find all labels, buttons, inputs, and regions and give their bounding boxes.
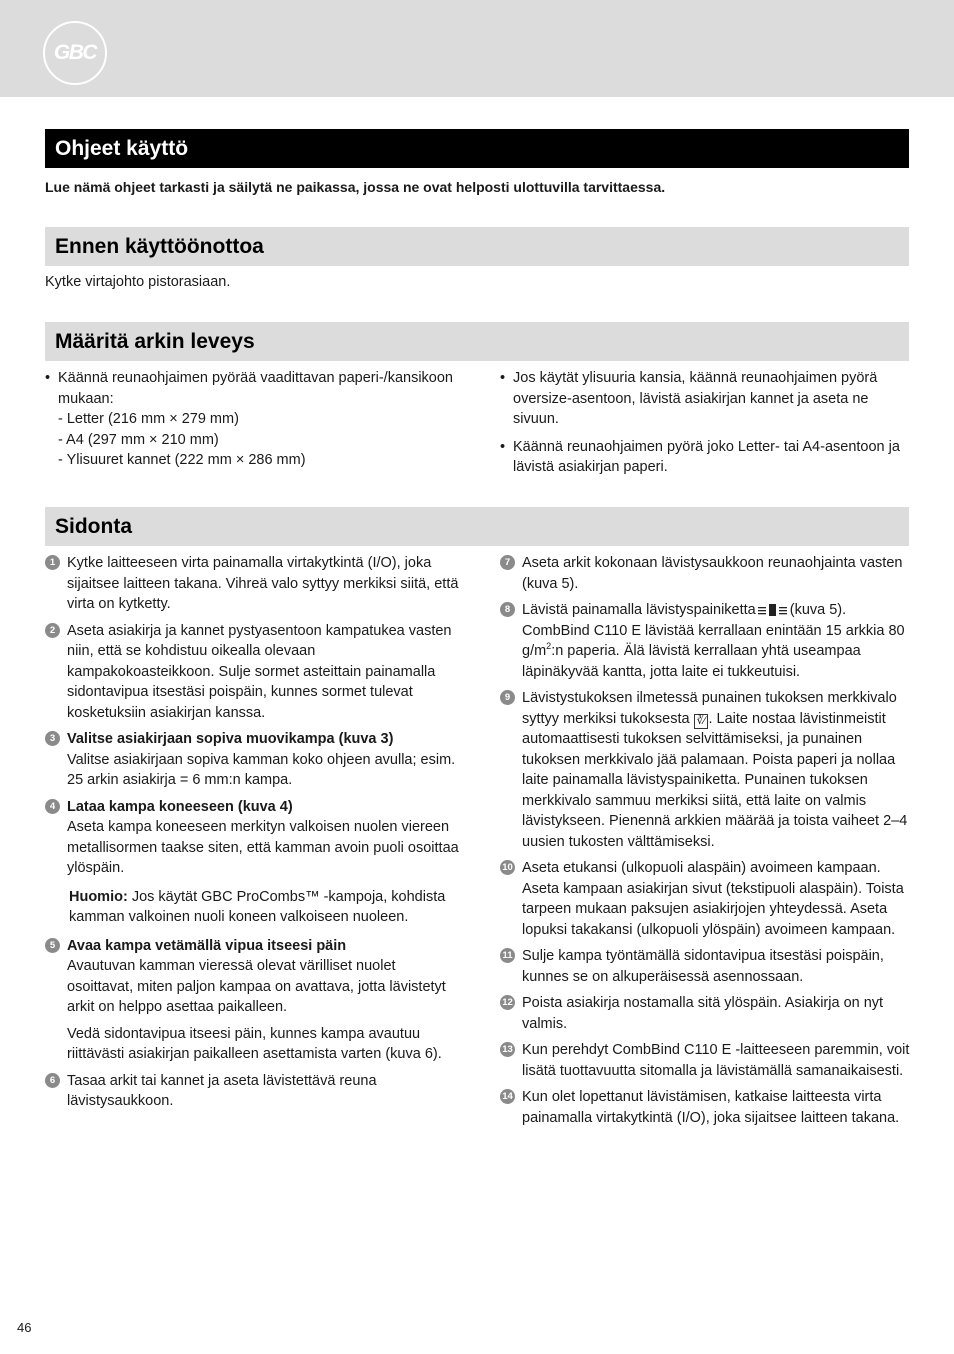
step-title: Valitse asiakirjaan sopiva muovikampa (kuva 3) [67,731,394,747]
size-letter: - Letter (216 mm × 279 mm) [58,411,239,427]
step-text: Aseta asiakirja ja kannet pystyasentoon kampatukea vasten niin, että se kohdistuu oikealla olevaan kampakokoasteikkoon. Sulje sormet asteittain painamalla sidontavipua itsestäsi poispäin, kunnes sormet tulevat kosketuksiin asiakirjan kanssa. [67,622,452,721]
width-right-column [500,368,912,478]
step-1 [45,553,460,615]
width-bullet-1-text: Käännä reunaohjaimen pyörää vaadittavan paperi-/kansikoon mukaan: [58,370,453,407]
step-text-2: Vedä sidontavipua itseesi päin, kunnes kampa avautuu riittävästi asiakirjan paikalleen asettamista varten (kuva 6). [67,1025,442,1062]
width-bullet-2: • Jos käytät ylisuuria kansia, käännä reunaohjaimen pyörä oversize-asentoon, lävistä asiakirjan kannet ja aseta ne sivuun. [500,368,912,430]
step-9 [500,688,912,852]
step-number-icon: 9 [500,690,515,705]
step-number-icon: 2 [45,623,60,638]
step-number-icon: 13 [500,1042,515,1057]
binding-left-column [45,553,460,1118]
step-number-icon: 4 [45,799,60,814]
note-label: Huomio: [69,888,128,905]
step-number-icon: 5 [45,938,60,953]
step-10 [500,858,912,940]
width-bullet-3: • Käännä reunaohjaimen pyörä joko Letter- tai A4-asentoon ja lävistä asiakirjan paperi. [500,437,912,478]
before-use-text: Kytke virtajohto pistorasiaan. [45,274,231,290]
step-number-icon: 7 [500,555,515,570]
step-number-icon: 6 [45,1073,60,1088]
step-title: Lataa kampa koneeseen (kuva 4) [67,798,293,815]
step-text-a: Lävistä painamalla lävistyspainiketta [522,602,756,618]
size-oversize: - Ylisuuret kannet (222 mm × 286 mm) [58,452,306,468]
step-text: Aseta etukansi (ulkopuoli alaspäin) avoimeen kampaan. Aseta kampaan asiakirjan sivut (tekstipuoli alaspäin). Toista tarpeen mukaan paksujen asiakirjojen yhteydessä. Aseta lopuksi takakansi (ulkopuoli ylöspäin) avoimeen kampaan. [522,860,904,938]
step-3 [45,729,460,791]
step-number-icon: 10 [500,860,515,875]
step-text: Kun perehdyt CombBind C110 E -laitteeseen paremmin, voit lisätä tuottavuutta sitomalla ja lävistämällä samanaikaisesti. [522,1042,910,1079]
step-text-b: . Laite nostaa lävistinmeistit automaattisesti tukoksen selvittämiseksi, ja punainen tukoksen merkkivalo jää palamaan. Poista paperi ja nollaa laite painamalla lävistyspainiketta. Punainen tukoksen merkkivalo sammuu merkiksi siitä, että laite on valmis lävistykseen. Pienennä arkkien määrää ja toista vaiheet 2–4 uusien tukosten välttämiseksi. [522,710,908,850]
step-number-icon: 8 [500,602,515,617]
section-title-before-use: Ennen käyttöönottoa [45,227,909,266]
gbc-logo: GBC [43,21,107,85]
note-text: Jos käytät GBC ProCombs™ -kampoja, kohdista kamman valkoinen nuoli koneen valkoiseen nuoleen. [69,888,446,925]
binding-right-column [500,553,912,1134]
step-text: Valitse asiakirjaan sopiva kamman koko ohjeen avulla; esim. 25 arkin asiakirja = 6 mm:n kampa. [67,751,456,788]
step-text-c: :n paperia. Älä lävistä kerrallaan yhtä useampaa läpinäkyvää kantta, jotta laite ei tukkeutuisi. [522,643,861,680]
step-text: Poista asiakirja nostamalla sitä ylöspäin. Asiakirja on nyt valmis. [522,995,884,1032]
step-8 [500,600,912,682]
step-12 [500,993,912,1034]
step-number-icon: 1 [45,555,60,570]
intro-text: Lue nämä ohjeet tarkasti ja säilytä ne paikassa, jossa ne ovat helposti ulottuvilla tarvittaessa. [45,179,666,195]
step-text: Avautuvan kamman vieressä olevat värilliset nuolet osoittavat, miten paljon kampaa on avattava, jotta lävistetyt arkit on helppo asettaa paikalleen. [67,958,446,1015]
header-band [0,0,954,97]
step-text [522,688,912,852]
width-left-column [45,368,460,471]
section-title-binding: Sidonta [45,507,909,546]
step-text: Tasaa arkit tai kannet ja aseta lävistettävä reuna lävistysaukkoon. [67,1072,377,1109]
punch-button-icon [758,604,788,616]
step-number-icon: 14 [500,1089,515,1104]
step-text: Kun olet lopettanut lävistämisen, katkaise laitteesta virta painamalla virtakytkintä (I/O), joka sijaitsee laitteen takana. [522,1089,900,1126]
superscript: 2 [546,641,552,652]
step-title: Avaa kampa vetämällä vipua itseesi päin [67,937,347,954]
step-7 [500,553,912,594]
jam-indicator-icon: ∛∕ [694,714,709,729]
step-text: Sulje kampa työntämällä sidontavipua itsestäsi poispäin, kunnes se on alkuperäisessä asennossaan. [522,948,884,985]
step-14 [500,1087,912,1128]
step-number-icon: 12 [500,995,515,1010]
step-6 [45,1071,460,1112]
step-13 [500,1040,912,1081]
section-title-instructions: Ohjeet käyttö [45,129,909,168]
step-text-b: (kuva 5). CombBind C110 E lävistää kerrallaan enintään 15 arkkia 80 g/m [522,602,905,659]
width-bullet-1 [45,368,460,471]
step-text: Aseta kampa koneeseen merkityn valkoisen nuolen viereen metallisormen taakse siten, että kamman avoin puoli osoittaa ylöspäin. [67,819,459,876]
step-2 [45,621,460,724]
section-title-sheet-width: Määritä arkin leveys [45,322,909,361]
step-5 [45,936,460,1065]
step-number-icon: 3 [45,731,60,746]
step-number-icon: 11 [500,948,515,963]
step-text [522,600,912,682]
step-text: Kytke laitteeseen virta painamalla virtakytkintä (I/O), joka sijaitsee laitteen takana. Vihreä valo syttyy merkiksi siitä, että virta on kytketty. [67,555,459,612]
note [67,887,460,928]
step-11 [500,946,912,987]
step-text: Aseta arkit kokonaan lävistysaukkoon reunaohjainta vasten (kuva 5). [522,555,903,592]
step-4 [45,797,460,928]
step-text-a: Lävistystukoksen ilmetessä punainen tukoksen merkkivalo syttyy merkiksi tukoksesta [522,690,897,727]
page-number: 46 [17,1320,32,1335]
size-a4: - A4 (297 mm × 210 mm) [58,431,219,448]
